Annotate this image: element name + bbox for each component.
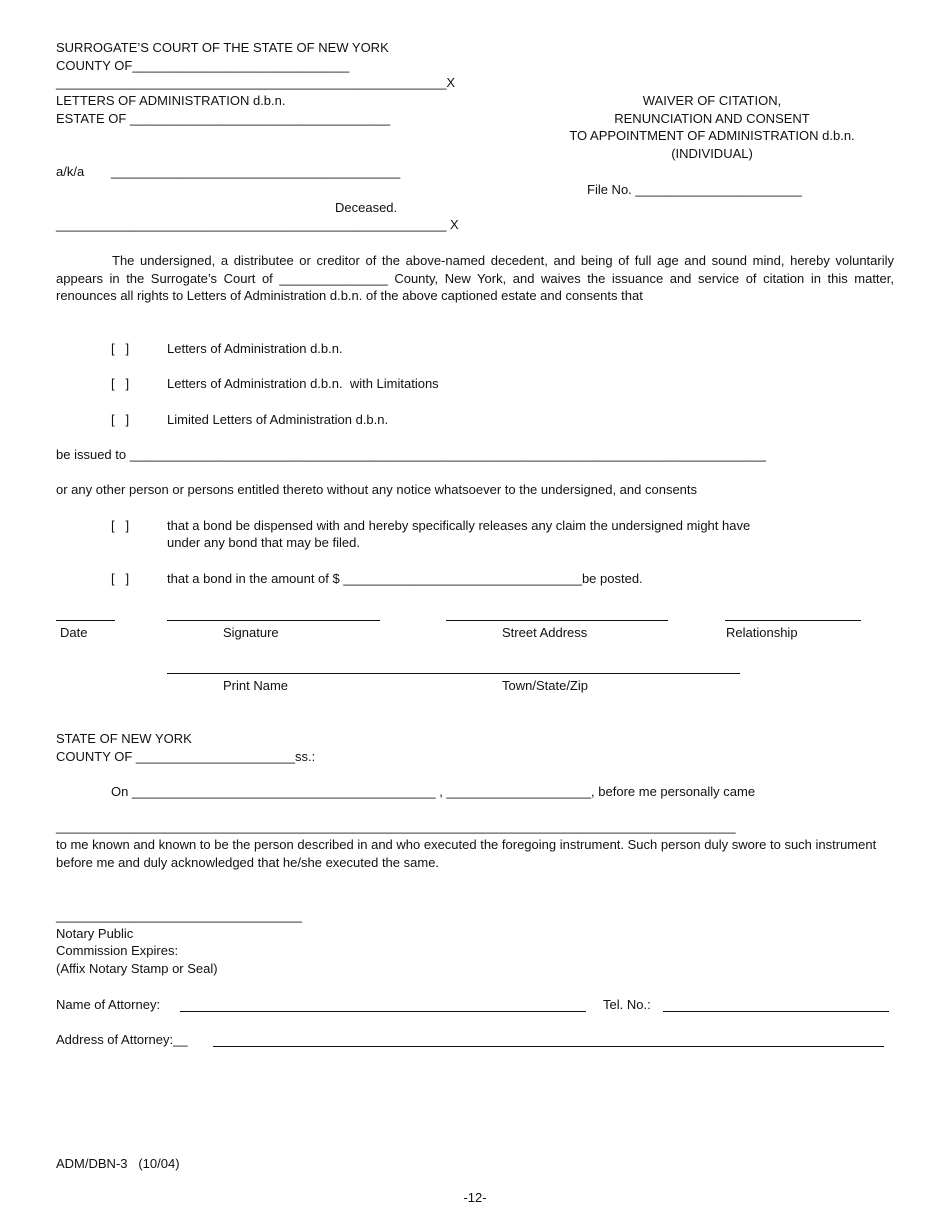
- option-letters-limitations: Letters of Administration d.b.n. with Limitations: [167, 376, 439, 391]
- attorney-address-label: Address of Attorney:__: [56, 1032, 188, 1047]
- option-limited-letters: Limited Letters of Administration d.b.n.: [167, 412, 389, 427]
- bond-dispensed-line1: that a bond be dispensed with and hereby specifically releases any claim the undersigned might have: [167, 518, 751, 533]
- aka-label: a/k/a: [56, 164, 85, 179]
- checkbox-bond-posted[interactable]: [ ]: [111, 571, 130, 586]
- checkbox-bond-dispensed[interactable]: [ ]: [111, 518, 130, 533]
- tel-label: Tel. No.:: [603, 997, 651, 1012]
- caption-rule-bottom: ______________________________________________________ X: [56, 217, 459, 232]
- file-number: File No. _______________________: [587, 182, 802, 197]
- commission-expires-label: Commission Expires:: [56, 943, 179, 958]
- page-number: -12-: [463, 1190, 487, 1205]
- notary-county: COUNTY OF ______________________ss.:: [56, 749, 316, 764]
- relationship-label: Relationship: [726, 625, 798, 640]
- town-state-zip-label: Town/State/Zip: [502, 678, 588, 693]
- notary-stamp-label: (Affix Notary Stamp or Seal): [56, 961, 218, 976]
- signature-label: Signature: [223, 625, 279, 640]
- aka-blank: ________________________________________: [111, 164, 401, 179]
- county-line: COUNTY OF______________________________: [56, 58, 350, 73]
- attorney-name-line[interactable]: [180, 1011, 586, 1012]
- notary-blank-line: ______________________________________________________________________________________________: [56, 819, 736, 834]
- attorney-address-line[interactable]: [213, 1046, 884, 1047]
- date-line[interactable]: [56, 620, 115, 621]
- court-name: SURROGATE’S COURT OF THE STATE OF NEW YORK: [56, 40, 389, 55]
- bond-dispensed-line2: under any bond that may be filed.: [167, 535, 360, 550]
- date-label: Date: [60, 625, 88, 640]
- form-title-line4: (INDIVIDUAL): [671, 146, 753, 161]
- checkbox-limited-letters[interactable]: [ ]: [111, 412, 130, 427]
- letters-line: LETTERS OF ADMINISTRATION d.b.n.: [56, 93, 286, 108]
- attorney-name-label: Name of Attorney:: [56, 997, 161, 1012]
- street-address-label: Street Address: [502, 625, 588, 640]
- issued-to-line: be issued to ________________________________________________________________________________________: [56, 447, 766, 462]
- print-name-town-line[interactable]: [167, 673, 740, 674]
- notary-on-line: On __________________________________________ , ____________________, before me personally came: [111, 784, 756, 799]
- notary-acknowledgment: to me known and known to be the person described in and who executed the foregoing instrument. Such person duly swore to such instrument before me and duly acknowledged that he/she executed the same.: [56, 837, 877, 870]
- estate-line: ESTATE OF ____________________________________: [56, 111, 391, 126]
- bond-posted-line: that a bond in the amount of $ _________________________________be posted.: [167, 571, 643, 586]
- intro-paragraph: The undersigned, a distributee or creditor of the above-named decedent, and being of full age and sound mind, hereby voluntarily appears in the Surrogate’s Court of _______________ County, New York, and waives the issuance and service of citation in this matter, renounces all rights to Letters of Administration d.b.n. of the above captioned estate and consents that: [56, 253, 894, 303]
- form-title-line1: WAIVER OF CITATION,: [642, 93, 782, 108]
- checkbox-letters[interactable]: [ ]: [111, 341, 130, 356]
- any-other-line: or any other person or persons entitled thereto without any notice whatsoever to the undersigned, and consents: [56, 482, 698, 497]
- tel-line[interactable]: [663, 1011, 889, 1012]
- print-name-label: Print Name: [223, 678, 289, 693]
- checkbox-letters-limitations[interactable]: [ ]: [111, 376, 130, 391]
- relationship-line[interactable]: [725, 620, 861, 621]
- form-title-line2: RENUNCIATION AND CONSENT: [614, 111, 810, 126]
- notary-public-label: Notary Public: [56, 926, 134, 941]
- deceased-label: Deceased.: [335, 200, 398, 215]
- form-title-line3: TO APPOINTMENT OF ADMINISTRATION d.b.n.: [569, 128, 855, 143]
- form-code: ADM/DBN-3 (10/04): [56, 1156, 180, 1171]
- option-letters: Letters of Administration d.b.n.: [167, 341, 343, 356]
- notary-state: STATE OF NEW YORK: [56, 731, 192, 746]
- caption-rule-top: ______________________________________________________X: [56, 75, 456, 90]
- notary-signature-line: __________________________________: [56, 908, 302, 923]
- street-address-line[interactable]: [446, 620, 668, 621]
- signature-line[interactable]: [167, 620, 380, 621]
